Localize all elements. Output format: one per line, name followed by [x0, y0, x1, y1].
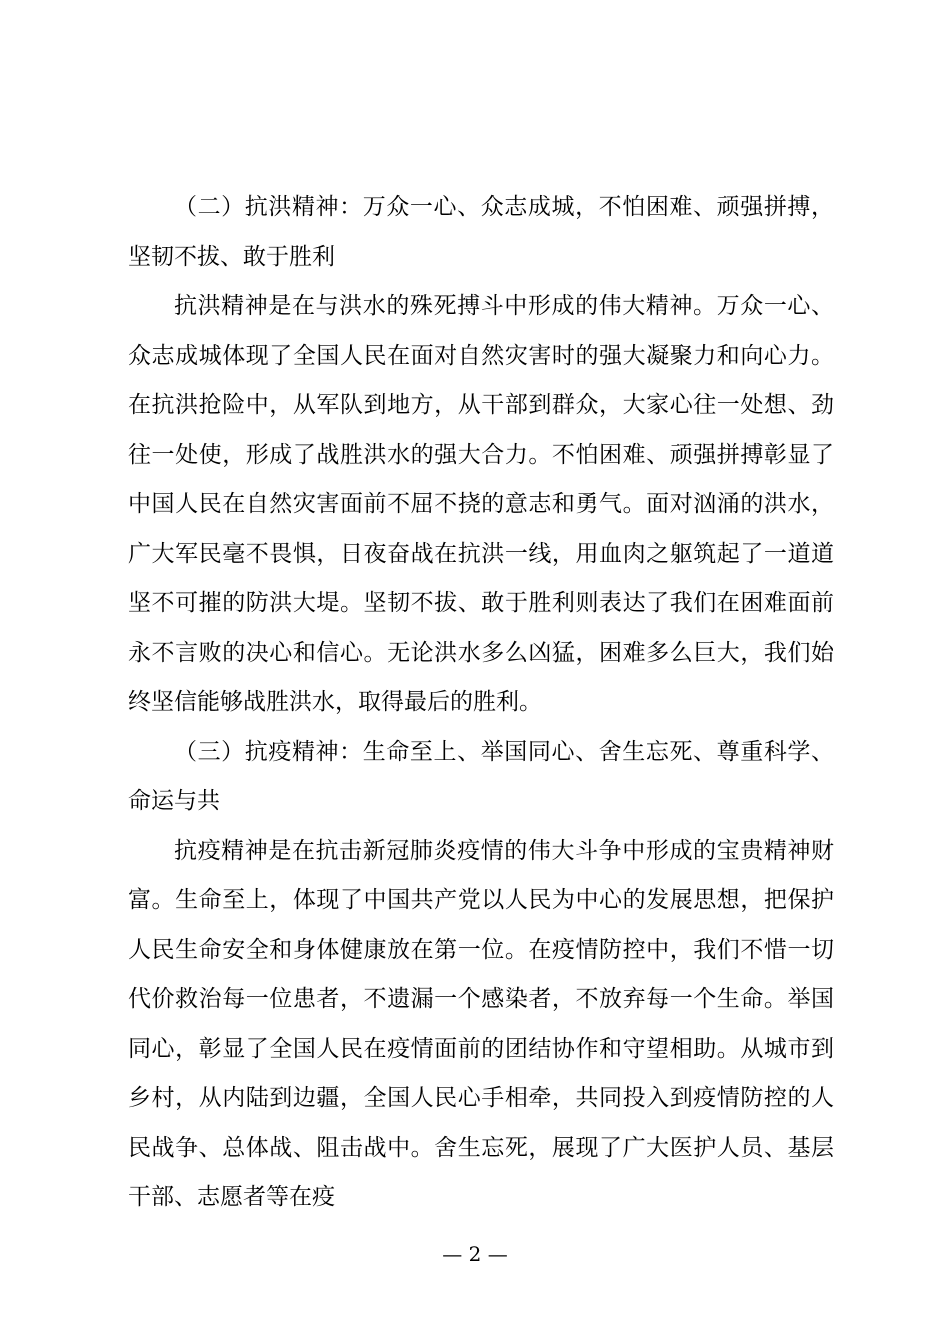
section-heading-epidemic-spirit: （三）抗疫精神：生命至上、举国同心、舍生忘死、尊重科学、命运与共: [128, 738, 834, 814]
page-number: — 2 —: [442, 1242, 508, 1266]
section-heading-flood-spirit: （二）抗洪精神：万众一心、众志成城，不怕困难、顽强拼搏，坚韧不拔、敢于胜利: [128, 194, 834, 270]
document-body: [128, 183, 834, 1223]
paragraph-epidemic-spirit: 抗疫精神是在抗击新冠肺炎疫情的伟大斗争中形成的宝贵精神财富。生命至上，体现了中国共产党以人民为中心的发展思想，把保护人民生命安全和身体健康放在第一位。在疫情防控中，我们不惜一切代价救治每一位患者，不遗漏一个感染者，不放弃每一个生命。举国同心，彰显了全国人民在疫情面前的团结协作和守望相助。从城市到乡村，从内陆到边疆，全国人民心手相牵，共同投入到疫情防控的人民战争、总体战、阻击战中。舍生忘死，展现了广大医护人员、基层干部、志愿者等在疫: [128, 837, 834, 1210]
paragraph-flood-spirit: 抗洪精神是在与洪水的殊死搏斗中形成的伟大精神。万众一心、众志成城体现了全国人民在面对自然灾害时的强大凝聚力和向心力。在抗洪抢险中，从军队到地方，从干部到群众，大家心往一处想、劲往一处使，形成了战胜洪水的强大合力。不怕困难、顽强拼搏彰显了中国人民在自然灾害面前不屈不挠的意志和勇气。面对汹涌的洪水，广大军民毫不畏惧，日夜奋战在抗洪一线，用血肉之躯筑起了一道道坚不可摧的防洪大堤。坚韧不拔、敢于胜利则表达了我们在困难面前永不言败的决心和信心。无论洪水多么凶猛，困难多么巨大，我们始终坚信能够战胜洪水，取得最后的胜利。: [128, 293, 834, 715]
